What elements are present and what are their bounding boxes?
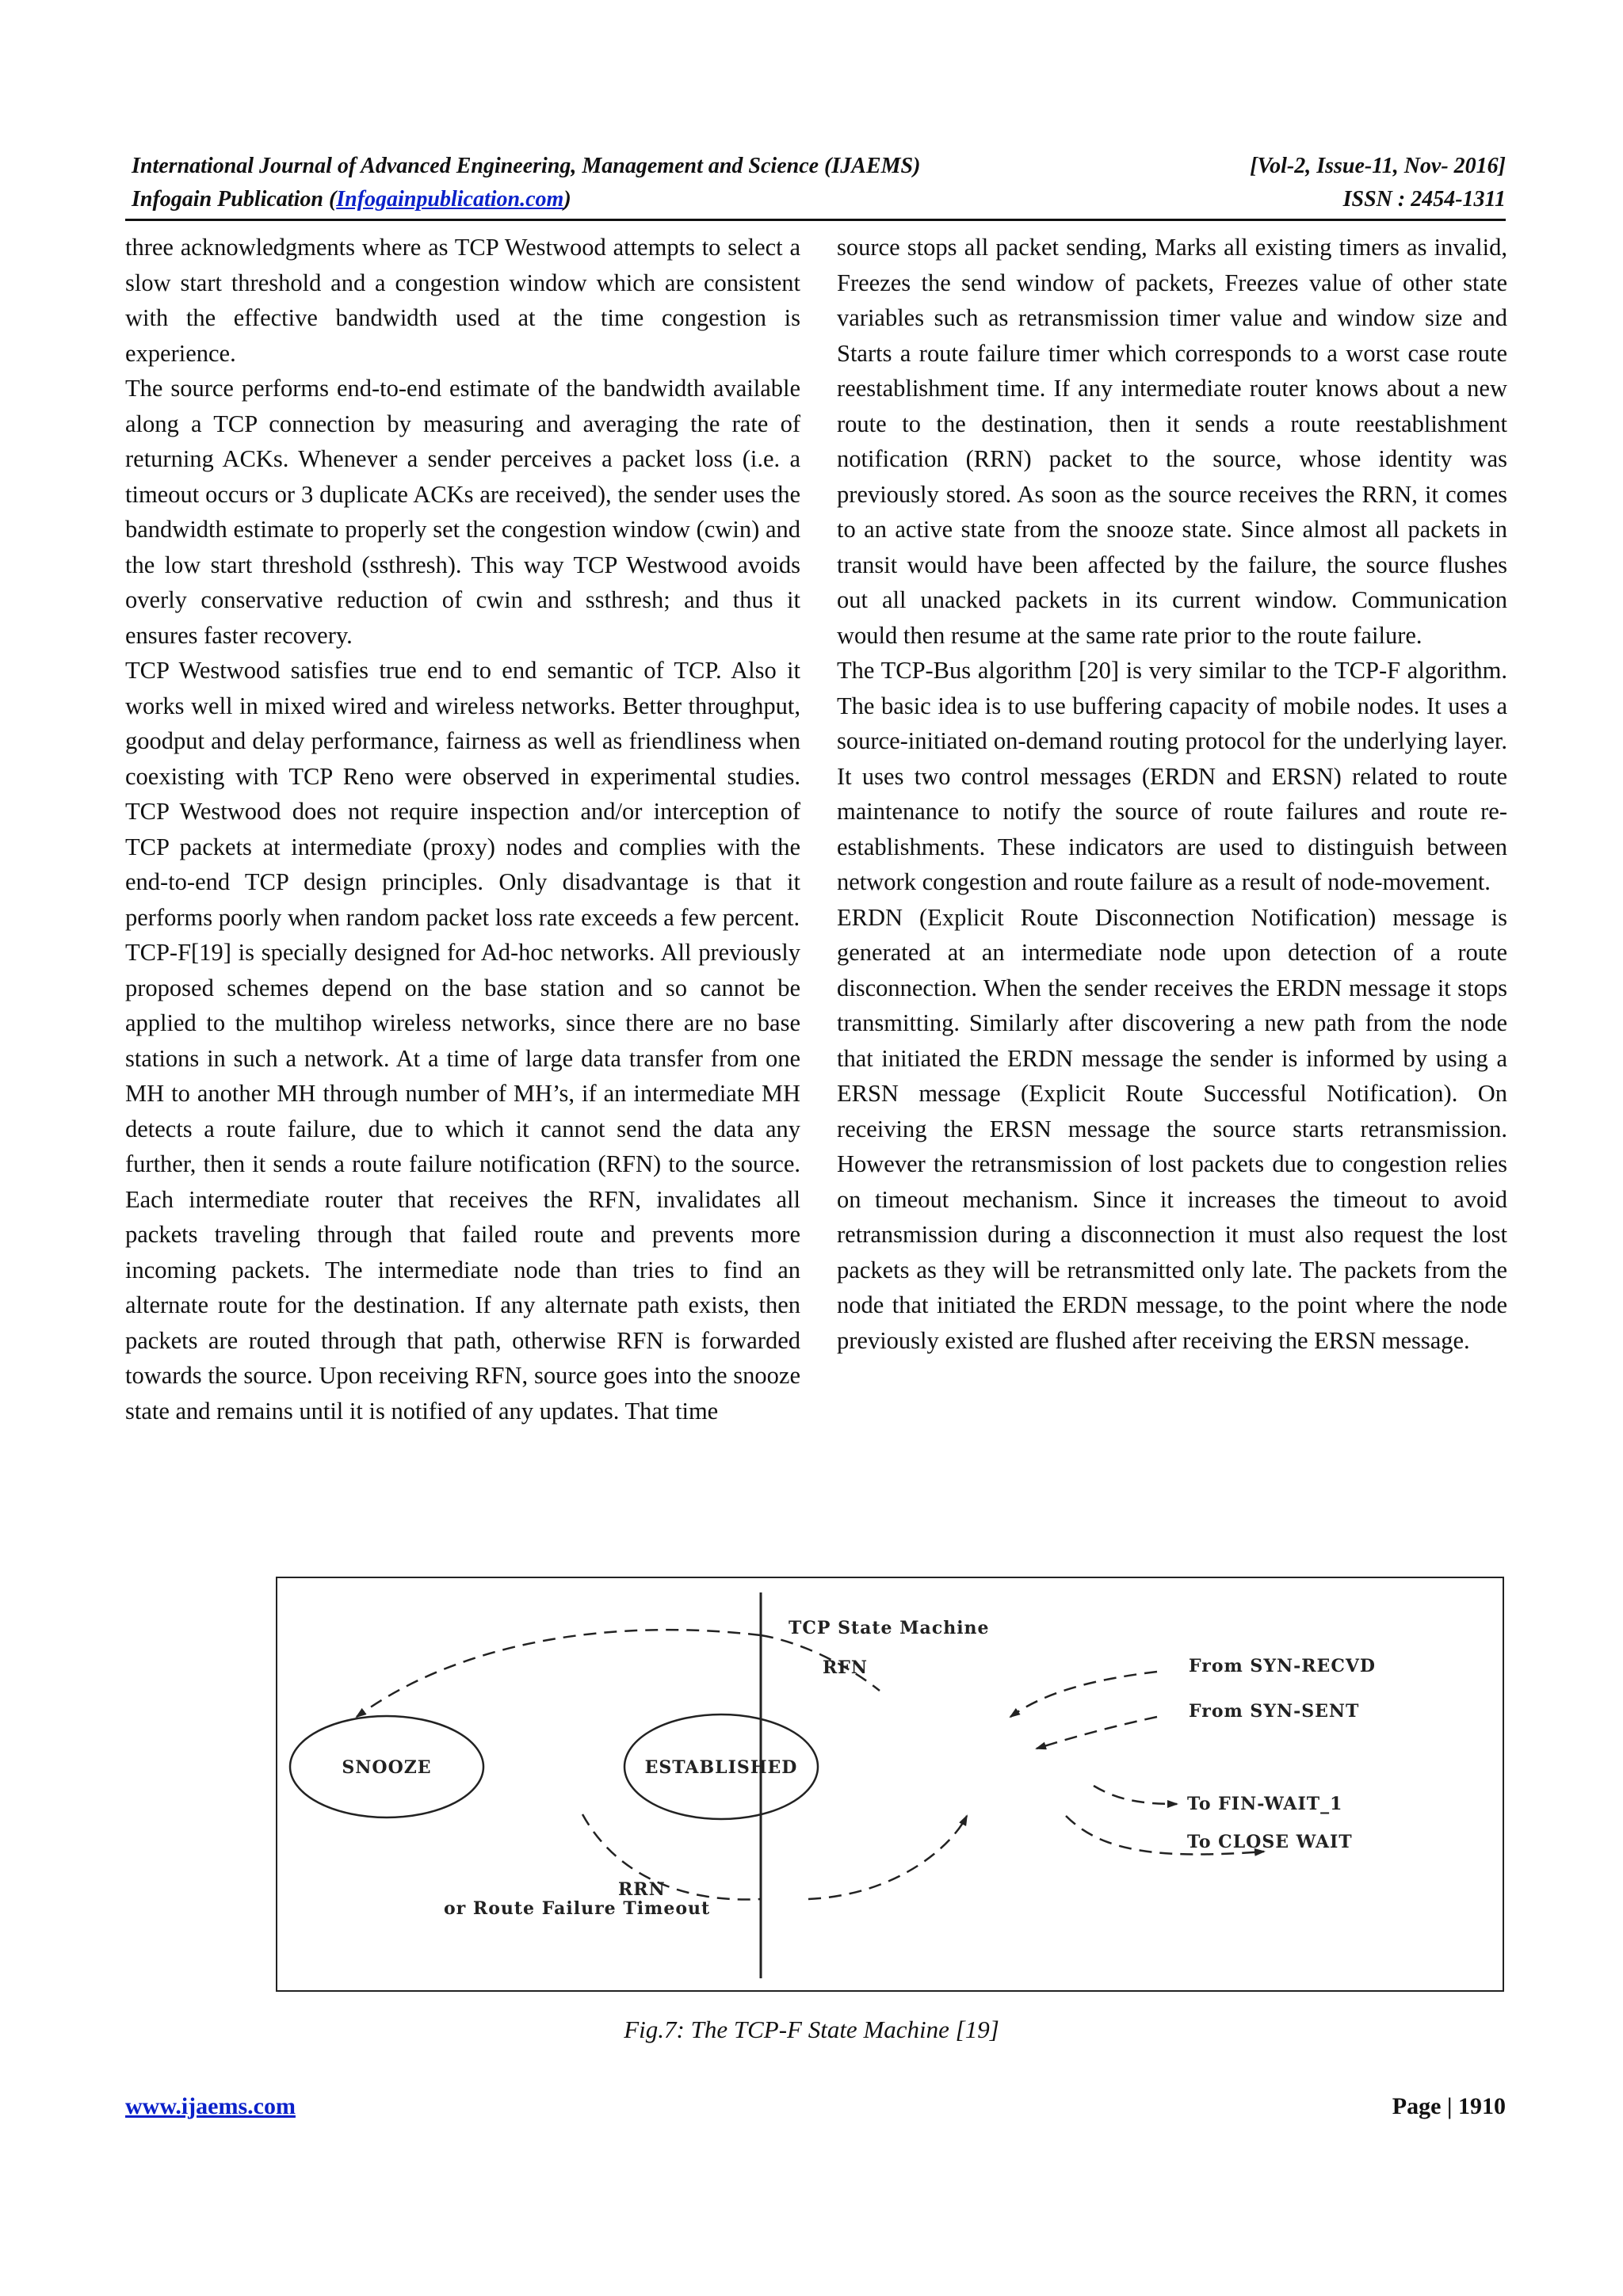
from-syn-sent-arrow xyxy=(1037,1717,1157,1749)
paragraph: TCP-F[19] is specially designed for Ad-hoc networks. All previously proposed schemes depend on the base station and so cannot be applied to the multihop wireless networks, since there are no base stations in such a network. At a time of large data transfer from one MH to another MH through number of MH’s, if an intermediate MH detects a route failure, due to which it cannot send the data any further, then it sends a route failure notification (RFN) to the source. Each intermediate router that receives the RFN, invalidates all packets traveling through that failed route and prevents more incoming packets. The intermediate node than tries to find an alternate route for the destination. If any alternate path exists, then packets are routed through that path, otherwise RFN is forwarded towards the source. Upon receiving RFN, source goes into the snooze state and remains until it is notified of any updates. That time xyxy=(125,939,800,1425)
rrn-label: RRN xyxy=(618,1879,666,1900)
header-rule xyxy=(125,219,1506,221)
left-column xyxy=(125,230,800,1428)
rfn-label: RFN xyxy=(823,1657,869,1678)
website-link[interactable]: www.ijaems.com xyxy=(125,2093,296,2119)
journal-title: International Journal of Advanced Engineering, Management and Science (IJAEMS) xyxy=(132,154,921,178)
snooze-label: SNOOZE xyxy=(342,1757,432,1778)
publisher-suffix: ) xyxy=(563,187,571,212)
publisher-link[interactable]: Infogainpublication.com xyxy=(336,187,564,212)
established-label: ESTABLISHED xyxy=(644,1757,798,1778)
from-syn-recvd-arrow xyxy=(1010,1672,1157,1717)
rfn-arrow xyxy=(357,1630,761,1717)
diagram-title: TCP State Machine xyxy=(789,1618,990,1638)
paragraph: TCP Westwood satisfies true end to end semantic of TCP. Also it works well in mixed wired and wireless networks. Better throughput, goodput and delay performance, fairness as well as friendliness when coexisting with TCP Reno were observed in experimental studies. TCP Westwood does not require inspection and/or interception of TCP packets at intermediate (proxy) nodes and complies with the end-to-end TCP design principles. Only disadvantage is that it performs poorly when random packet loss rate exceeds a few percent. xyxy=(125,657,800,931)
from-syn-sent-label: From SYN-SENT xyxy=(1189,1701,1360,1722)
to-close-wait-label: To CLOSE WAIT xyxy=(1187,1832,1353,1852)
paragraph: The source performs end-to-end estimate of the bandwidth available along a TCP connection by measuring and averaging the rate of returning ACKs. Whenever a sender perceives a packet loss (i.e. a timeout occurs or 3 duplicate ACKs are received), the sender uses the bandwidth estimate to properly set the congestion window (cwin) and the low start threshold (ssthresh). This way TCP Westwood avoids overly conservative reduction of cwin and ssthresh; and thus it ensures faster recovery. xyxy=(125,375,800,649)
paragraph: ERDN (Explicit Route Disconnection Notification) message is generated at an intermediate node upon detection of a route disconnection. When the sender receives the ERDN message it stops transmitting. Similarly after discovering a new path from the node that initiated the ERDN message the sender is informed by using a ERSN message (Explicit Route Successful Notification). On receiving the ERSN message the source starts retransmission. However the retransmission of lost packets due to congestion relies on timeout mechanism. Since it increases the timeout to avoid retransmission during a disconnection it must also request the lost packets as they will be retransmitted only late. The packets from the node that initiated the ERDN message, to the point where the node previously existed are flushed after receiving the ERSN message. xyxy=(837,903,1507,1354)
volume-issue: [Vol-2, Issue-11, Nov- 2016] xyxy=(1250,154,1506,178)
running-header-line-1 xyxy=(125,151,1506,182)
rrn-arrow xyxy=(808,1816,967,1899)
publisher xyxy=(132,184,571,215)
issn: ISSN : 2454-1311 xyxy=(1342,187,1506,212)
state-machine-figure xyxy=(276,1577,1504,1992)
to-fin-wait-label: To FIN-WAIT_1 xyxy=(1187,1794,1343,1814)
right-column xyxy=(837,230,1507,1358)
from-syn-recvd-label: From SYN-RECVD xyxy=(1189,1656,1376,1676)
publisher-prefix: Infogain Publication ( xyxy=(132,187,337,212)
running-header-line-2 xyxy=(125,184,1506,215)
state-machine-diagram xyxy=(277,1578,1503,1990)
rrn-arrow-left xyxy=(582,1814,761,1900)
paragraph: three acknowledgments where as TCP Westwood attempts to select a slow start threshold and a congestion window which are consistent with the effective bandwidth used at the time congestion is experience. xyxy=(125,234,800,367)
paragraph: The TCP-Bus algorithm [20] is very similar to the TCP-F algorithm. The basic idea is to use buffering capacity of mobile nodes. It uses a source-initiated on-demand routing protocol for the underlying layer. It uses two control messages (ERDN and ERSN) related to route maintenance to notify the source of route failures and route re-establishments. These indicators are used to distinguish between network congestion and route failure as a result of node-movement. xyxy=(837,657,1507,895)
to-fin-wait-arrow xyxy=(1094,1786,1177,1804)
page-number: Page | 1910 xyxy=(1392,2093,1506,2119)
figure-caption: Fig.7: The TCP-F State Machine [19] xyxy=(624,2016,999,2043)
timeout-label: or Route Failure Timeout xyxy=(444,1898,711,1919)
paragraph: source stops all packet sending, Marks all existing timers as invalid, Freezes the send window of packets, Freezes value of other state variables such as retransmission timer value and window size and Starts a route failure timer which corresponds to a worst case route reestablishment time. If any intermediate router knows about a new route to the destination, then it sends a route reestablishment notification (RRN) packet to the source, whose identity was previously stored. As soon as the source receives the RRN, it comes to an active state from the snooze state. Since almost all packets in transit would have been affected by the failure, the source flushes out all unacked packets in its current window. Communication would then resume at the same rate prior to the route failure. xyxy=(837,234,1507,649)
